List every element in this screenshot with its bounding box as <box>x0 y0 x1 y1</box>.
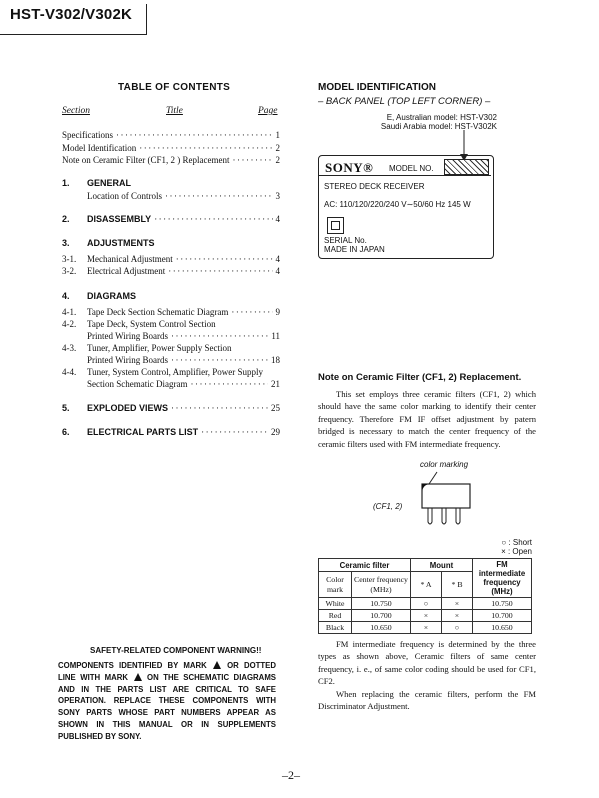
toc-entry[interactable]: 4-1. Tape Deck Section Schematic Diagram ····· 9 <box>62 307 280 317</box>
toc-section-2[interactable]: 2. DISASSEMBLY ····· 4 <box>62 214 280 224</box>
toc-entry[interactable]: 3-1. Mechanical Adjustment ····· 4 <box>62 254 280 264</box>
toc-entry[interactable]: Location of Controls ····· 3 <box>87 191 280 201</box>
warning-triangle-icon <box>134 673 142 681</box>
toc-section-3[interactable]: 3. ADJUSTMENTS <box>62 238 155 248</box>
toc-entry-line: 4-4. Tuner, System Control, Amplifier, Power Supply <box>62 367 263 377</box>
toc-entry[interactable]: Section Schematic Diagram ····· 21 <box>87 379 280 389</box>
ceramic-filter-drawing <box>415 470 475 532</box>
toc-col-section: Section <box>62 106 90 116</box>
serial-label: SERIAL No. <box>324 236 367 245</box>
toc-entry[interactable]: Model Identification ····· 2 <box>62 143 280 153</box>
color-marking-label: color marking <box>420 460 469 469</box>
model-id-title: MODEL IDENTIFICATION <box>318 82 436 93</box>
document-header: HST-V302/V302K <box>10 6 133 23</box>
model-no-field <box>444 159 489 175</box>
toc-section-4[interactable]: 4. DIAGRAMS <box>62 291 136 301</box>
part-label: (CF1, 2) <box>373 502 403 511</box>
safety-warning-title: SAFETY-RELATED COMPONENT WARNING!! <box>90 646 262 655</box>
power-rating: AC: 110/120/220/240 V∼50/60 Hz 145 W <box>324 200 471 209</box>
th-ceramic-filter: Ceramic filter <box>319 559 411 572</box>
legend-short: ○ : Short <box>501 538 532 547</box>
header-rule-vertical <box>146 4 147 35</box>
toc-entry-line: 4-3. Tuner, Amplifier, Power Supply Section <box>62 343 232 353</box>
toc-entry[interactable]: Note on Ceramic Filter (CF1, 2 ) Replacement ····· 2 <box>62 155 280 165</box>
toc-entry[interactable]: Printed Wiring Boards ····· 11 <box>87 331 280 341</box>
origin-label: MADE IN JAPAN <box>324 245 385 254</box>
label-divider <box>319 175 491 176</box>
ceramic-paragraph-2: FM intermediate frequency is determined by the three types as shown above, Ceramic filters of same center frequency, i. e., of same color coding should be used for CF1, CF2. When replacing the ceramic filters, perform the FM Discriminator Adjustment. <box>318 639 536 712</box>
sony-logo: SONY® <box>325 160 374 175</box>
legend-open: × : Open <box>501 547 532 556</box>
toc-section-1[interactable]: 1. GENERAL <box>62 178 132 188</box>
model-line: E, Australian model: HST-V302 <box>386 113 497 122</box>
page-number: –2– <box>282 768 300 782</box>
ceramic-paragraph-1: This set employs three ceramic filters (CF1, 2) which should have the same color marking to identify their center frequency. Therefore FM IF offset adjustment by patern bridged is necessary to match the center frequency of the ceramic filters used with FM intermediate frequency. <box>318 389 536 449</box>
toc-entry[interactable]: Printed Wiring Boards ····· 18 <box>87 355 280 365</box>
table-row: White 10.750 ○ × 10.750 <box>319 598 532 610</box>
warning-triangle-icon <box>213 661 221 669</box>
toc-entry[interactable]: Specifications ····· 1 <box>62 130 280 140</box>
double-insulation-icon <box>327 217 344 234</box>
table-row: Red 10.700 × × 10.700 <box>319 610 532 622</box>
ceramic-note-title: Note on Ceramic Filter (CF1, 2) Replacement. <box>318 372 522 383</box>
th-color-mark: Color mark <box>319 572 352 598</box>
toc-entry-line: 4-2. Tape Deck, System Control Section <box>62 319 216 329</box>
toc-col-title: Title <box>166 106 183 116</box>
product-name: STEREO DECK RECEIVER <box>324 182 425 191</box>
table-row: Black 10.650 × ○ 10.650 <box>319 622 532 634</box>
toc-section-5[interactable]: 5. EXPLODED VIEWS ····· 25 <box>62 403 280 413</box>
toc-entry[interactable]: 3-2. Electrical Adjustment ····· 4 <box>62 266 280 276</box>
model-line: Saudi Arabia model: HST-V302K <box>380 122 497 131</box>
toc-title: TABLE OF CONTENTS <box>118 82 231 93</box>
th-fm-frequency: FM intermediate frequency (MHz) <box>473 559 532 598</box>
toc-col-page: Page <box>258 106 278 116</box>
ceramic-filter-table <box>318 558 532 634</box>
model-no-label: MODEL NO. <box>389 164 434 173</box>
safety-warning-text: COMPONENTS IDENTIFIED BY MARK OR DOTTED LINE WITH MARK ON THE SCHEMATIC DIAGRAMS AND IN THE PARTS LIST ARE CRITICAL TO SAFE OPERATION. REPLACE THESE COMPONENTS WITH SONY PARTS WHOSE PART NUMBERS APPEAR AS SHOWN IN THIS MANUAL OR IN SUPPLEMENTS PUBLISHED BY SONY. <box>58 661 277 741</box>
toc-section-6[interactable]: 6. ELECTRICAL PARTS LIST ····· 29 <box>62 427 280 437</box>
th-mount: Mount <box>411 559 473 572</box>
th-mount-b: * B <box>442 572 473 598</box>
model-id-subtitle: – BACK PANEL (TOP LEFT CORNER) – <box>318 96 491 107</box>
th-center-frequency: Center frequency (MHz) <box>352 572 411 598</box>
header-rule <box>0 34 146 35</box>
th-mount-a: * A <box>411 572 442 598</box>
